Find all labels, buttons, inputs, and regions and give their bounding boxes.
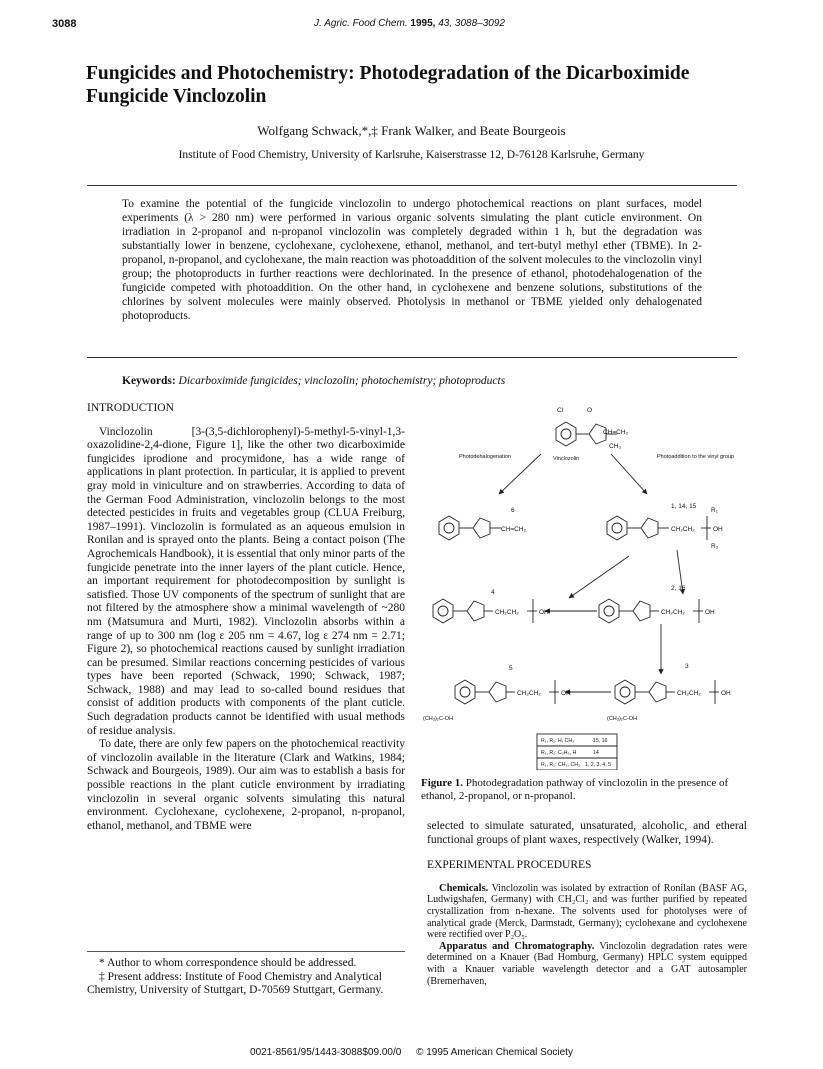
num-2-16: 2, 16	[671, 585, 686, 592]
figure-1-scheme	[421, 398, 741, 770]
label-cmoh-5: (CH₃)₂C-OH	[423, 716, 454, 722]
legend-row-1-nums: 15, 16	[593, 738, 608, 744]
journal-name: J. Agric. Food Chem.	[314, 18, 408, 29]
figure-caption-text: Photodegradation pathway of vinclozolin in the presence of ethanol, 2-propanol, or n-propanol.	[421, 777, 729, 802]
abstract-bottom-rule	[87, 357, 737, 358]
article-title: Fungicides and Photochemistry: Photodegradation of the Dicarboximide Fungicide Vinclozolin	[86, 63, 690, 107]
structure-1-14-15	[607, 516, 711, 540]
label-r2-1: R₂	[711, 543, 719, 550]
label-cmoh-3: (CH₃)₂C-OH	[607, 716, 638, 722]
footnotes	[87, 951, 405, 998]
abstract-top-rule	[87, 185, 737, 186]
structure-2-16	[599, 599, 703, 623]
footnote-correspondence: * Author to whom correspondence should be addressed.	[99, 957, 357, 969]
chemicals-text: Vinclozolin was isolated by extraction of Ronilan (BASF AG, Ludwigshafen, Germany) with CH₂Cl₂ and was further purified by repeated crystallization from n-hexane. The solvents used for photolyses were of analytical grade (Merck, Darmstadt, Germany); cyclohexane and cyclohexene were rectified over P₂O₅.	[427, 882, 747, 941]
keywords-label: Keywords:	[122, 375, 176, 387]
label-r1-1: R₁	[711, 507, 718, 514]
section-heading-introduction: INTRODUCTION	[87, 402, 174, 414]
left-column	[87, 402, 405, 833]
legend-row-3-text: R₁, R₂: CH₃, CH₃	[541, 762, 581, 768]
footnote-present-address: ‡ Present address: Institute of Food Chemistry and Analytical Chemistry, University of Stuttgart, D-70569 Stuttgart, Germany.	[87, 970, 384, 997]
label-oh-5: OH	[561, 690, 571, 697]
arrow-to-6	[499, 454, 541, 494]
affiliation: Institute of Food Chemistry, University of Karlsruhe, Kaiserstrasse 12, D-76128 Karlsruhe, Germany	[178, 149, 645, 161]
label-chain-2: CH₂CH₂	[661, 609, 685, 616]
journal-year: 1995,	[410, 18, 436, 29]
arrow-to-1	[611, 454, 647, 494]
label-o: O	[587, 407, 593, 414]
num-6: 6	[511, 507, 515, 514]
keywords	[122, 375, 722, 387]
article-code: 0021-8561/95/1443-3088$09.00/0	[250, 1047, 402, 1058]
label-photodehalogenation: Photodehalogenation	[459, 454, 511, 460]
legend-row-1-text: R₁, R₂: H, CH₃	[541, 738, 575, 744]
num-5: 5	[509, 665, 513, 672]
label-vinyl: CH=CH₂	[603, 429, 629, 436]
label-chain-4: CH₂CH₂	[495, 609, 519, 616]
label-chain-5: CH₂CH₂	[517, 690, 541, 697]
structure-6	[439, 516, 501, 540]
label-ch3-vinc: CH₃	[609, 443, 622, 450]
page-footer	[0, 1047, 823, 1058]
legend-row-3-nums: 1, 2, 3, 4, 5	[585, 762, 611, 768]
label-oh-2: OH	[705, 609, 715, 616]
num-4: 4	[491, 589, 495, 596]
chemicals-paragraph	[427, 883, 747, 941]
label-chain-1: CH₂CH₂	[671, 526, 695, 533]
num-1-14-15: 1, 14, 15	[671, 503, 697, 510]
page-number: 3088	[52, 18, 77, 30]
num-3: 3	[685, 663, 689, 670]
chemicals-label: Chemicals.	[439, 882, 489, 894]
copyright: © 1995 American Chemical Society	[416, 1047, 573, 1058]
label-photoaddition: Photoaddition to the vinyl group	[657, 454, 735, 460]
label-oh-1: OH	[713, 526, 723, 533]
structure-5	[455, 680, 559, 704]
intro-paragraph-2: To date, there are only few papers on the photochemical reactivity of vinclozolin available in the literature (Clark and Watkins, 1984; Schwack and Bourgeois, 1989). Our aim was to establish a basis for possible reactions in the plant cuticle environment by irradiating vinclozolin in several organic solvents simulating this natural environment. Cyclohexane, cyclohexene, 2-propanol, n-propanol, ethanol, methanol, and TBME were	[87, 738, 405, 832]
journal-citation	[52, 18, 767, 29]
journal-pages: 3088–3092	[454, 18, 505, 29]
label-oh-4: OH	[539, 609, 549, 616]
legend-row-2-nums: 14	[593, 750, 599, 756]
apparatus-paragraph	[427, 941, 747, 987]
apparatus-label: Apparatus and Chromatography.	[439, 940, 595, 952]
label-vinclozolin: Vinclozolin	[553, 456, 580, 462]
author-list: Wolfgang Schwack,*,‡ Frank Walker, and Beate Bourgeois	[257, 123, 566, 138]
intro-paragraph-1: Vinclozolin [3-(3,5-dichlorophenyl)-5-methyl-5-vinyl-1,3-oxazolidine-2,4-dione, Figure 1], like the other two dicarboximide fungicides iprodione and procymidone, has a wide range of applications in plant protection. In particular, it is applied to prevent gray mold in viniculture and on strawberries. According to data of the German Food Administration, vinclozolin belongs to the most detected pesticides in fruits and vegetables group (CLUA Freiburg, 1987–1991). Vinclozolin is formulated as an aqueous emulsion in Ronilan and is sprayed onto the plants. Being a contact poison (The Agrochemicals Handbook), it is essential that only minor parts of the fungicide penetrate into the inner layers of the plant cuticle. Hence, an important requirement for photodecomposition by sunlight is satisfied. Those UV components of the spectrum of sunlight that are not filtered by the atmosphere show a minimal wavelength of ~280 nm (Matsumura and Murti, 1982). Vinclozolin absorbs within a range of up to 300 nm (log ε 205 nm = 4.67, log ε 274 nm = 2.71; Figure 2), so photochemical reactions caused by sunlight irradiation can be presumed. Similar reactions concerning pesticides of various types have been reported (Schwack, 1990; Schwack, 1987; Schwack, 1988) and may lead to so-called bound residues that consist of addition products with components of the plant cuticle. Such degradation products cannot be identified with usual methods of residue analysis.	[87, 425, 405, 737]
label-cl: Cl	[557, 407, 564, 414]
right-column	[427, 820, 747, 987]
abstract: To examine the potential of the fungicide vinclozolin to undergo photochemical reactions on plant surfaces, model experiments (λ > 280 nm) were performed in various organic solvents simulating the plant cuticle environment. On irradiation in 2-propanol and n-propanol vinclozolin was completely degraded within 1 h, but the degradation was substantially lower in benzene, cyclohexane, cyclohexene, ethanol, methanol, and tert-butyl methyl ether (TBME). In 2-propanol, n-propanol, and cyclohexane, the main reaction was photoaddition of the solvent molecules to the vinclozolin vinyl group; the photoproducts in further reactions were dechlorinated. In the presence of ethanol, photodehalogenation of the fungicide competed with photoaddition. On the other hand, in cyclohexene and benzene solutions, substitutions of the chlorines by solvent molecules were mainly observed. Photolysis in methanol or TBME yielded only dehalogenated photoproducts.	[122, 198, 702, 322]
label-vinyl-6: CH=CH₂	[501, 526, 527, 533]
arrow-1-to-4	[569, 556, 629, 598]
section-heading-experimental: EXPERIMENTAL PROCEDURES	[427, 859, 592, 872]
apparatus-text: Vinclozolin degradation rates were determined on a Knauer (Bad Homburg, Germany) HPLC system equipped with a Knauer variable wavelength detector and a GAT autosampler (Bremerhaven,	[427, 940, 748, 987]
legend-row-2-text: R₁, R₂: C₂H₅, H	[541, 750, 577, 756]
structure-4	[433, 599, 537, 623]
label-chain-3: CH₂CH₂	[677, 690, 701, 697]
intro-continuation: selected to simulate saturated, unsaturated, alcoholic, and etheral functional groups of plant waxes, respectively (Walker, 1994).	[427, 820, 747, 846]
running-header	[52, 18, 767, 36]
journal-volume: 43,	[438, 18, 453, 29]
structure-3	[615, 680, 719, 704]
keywords-text: Dicarboximide fungicides; vinclozolin; photochemistry; photoproducts	[178, 375, 506, 387]
label-oh-3: OH	[721, 690, 731, 697]
figure-1-caption	[421, 777, 741, 803]
figure-caption-label: Figure 1.	[421, 777, 463, 789]
